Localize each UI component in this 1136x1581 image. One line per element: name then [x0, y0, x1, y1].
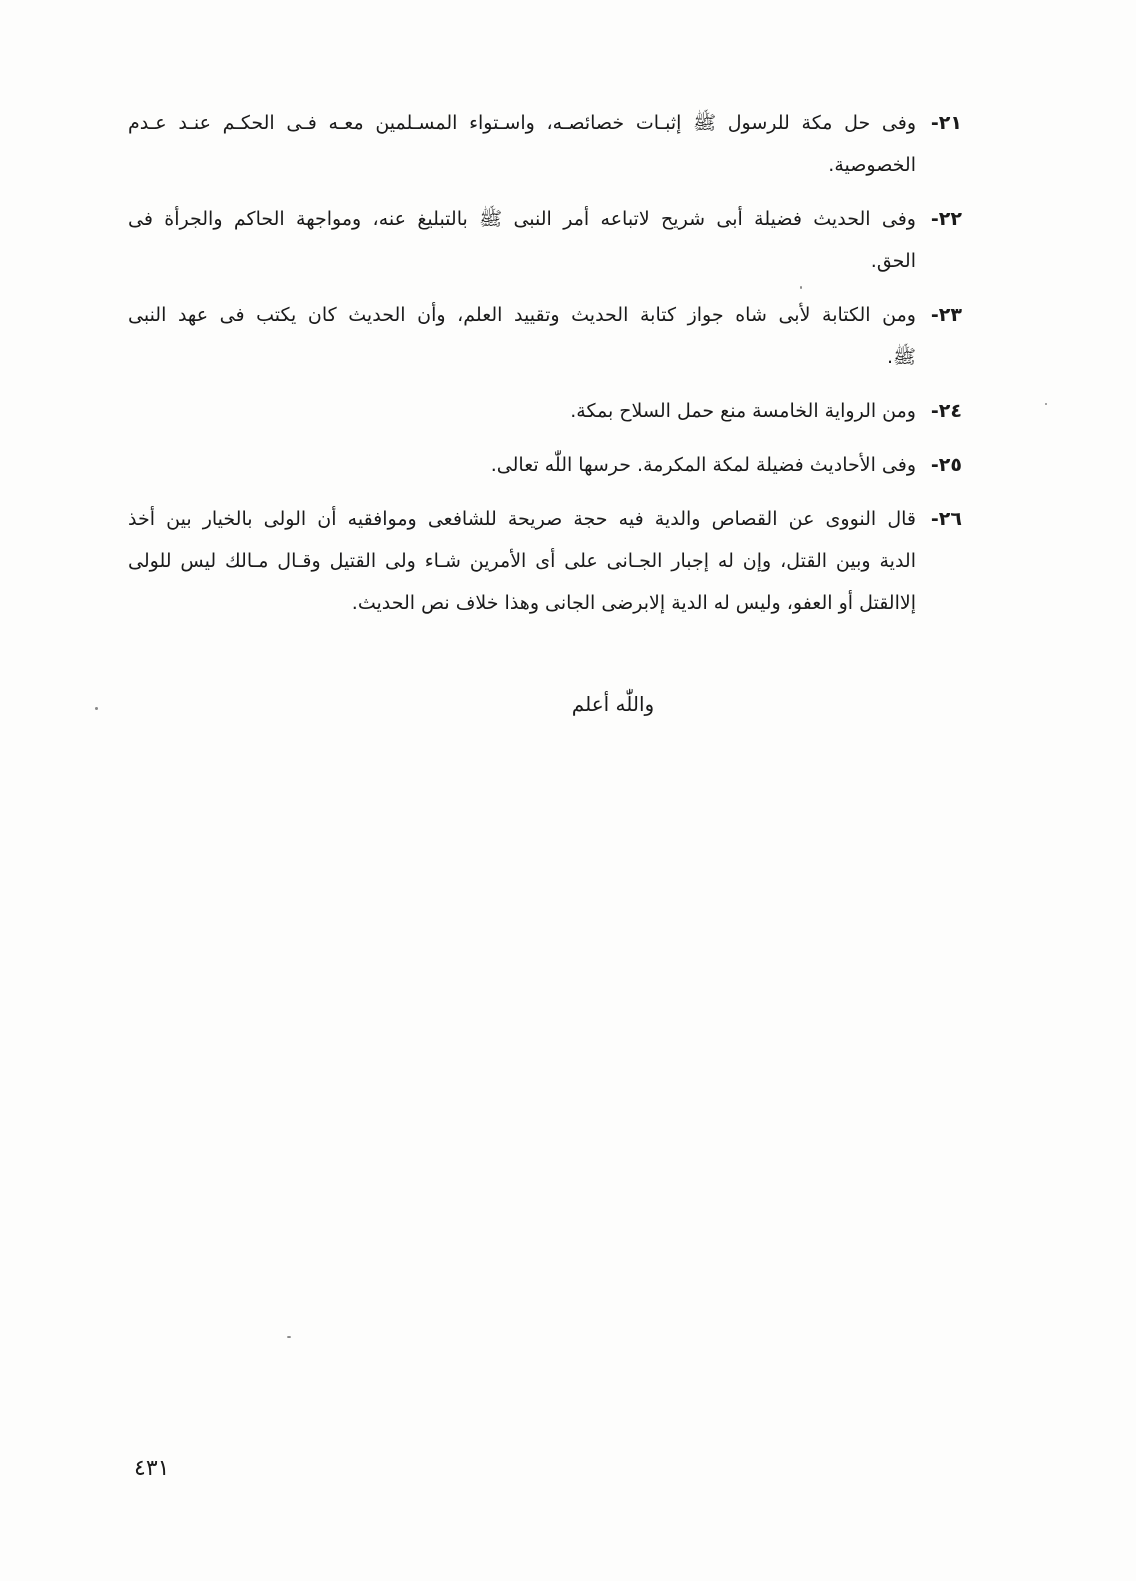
scan-speck	[95, 707, 98, 710]
page-number: ٤٣١	[134, 1456, 170, 1481]
list-item	[128, 390, 962, 432]
item-number: ٢٣-	[930, 304, 962, 326]
item-number: ٢٢-	[930, 208, 962, 230]
text-line: الحق.	[870, 250, 916, 272]
text-line: الدية وبين القتل، وإن له إجبار الجـانى على أى الأمرين شـاء ولى القتيل وقـال مـالك ليس للولى	[128, 550, 916, 572]
scan-speck	[287, 1336, 291, 1338]
item-number: ٢٦-	[930, 508, 962, 530]
closing-phrase: واللّٰه أعلم	[571, 692, 655, 716]
list-item	[128, 294, 962, 378]
list-item	[128, 498, 962, 624]
text-line: قال النووى عن القصاص والدية فيه حجة صريحة للشافعى وموافقيه أن الولى بالخيار بين أخذ	[128, 508, 916, 530]
text-line: وفى الحديث فضيلة أبى شريح لاتباعه أمر النبى ﷺ بالتبليغ عنه، ومواجهة الحاكم والجرأة فى	[128, 208, 916, 230]
item-text	[128, 294, 916, 378]
item-text	[128, 102, 916, 186]
text-line: وفى الأحاديث فضيلة لمكة المكرمة. حرسها اللّٰه تعالى.	[490, 454, 916, 476]
text-line: الخصوصية.	[828, 154, 916, 176]
numbered-list	[128, 102, 962, 636]
text-line: ﷺ.	[887, 346, 916, 368]
text-line: ومن الكتابة لأبى شاه جواز كتابة الحديث وتقييد العلم، وأن الحديث كان يكتب فى عهد النبى	[128, 304, 916, 326]
scan-speck	[800, 286, 802, 289]
item-number: ٢٥-	[930, 454, 962, 476]
text-line: إلاالقتل أو العفو، وليس له الدية إلابرضى الجانى وهذا خلاف نص الحديث.	[351, 592, 916, 614]
item-number: ٢١-	[930, 112, 962, 134]
list-item	[128, 444, 962, 486]
item-text	[128, 444, 916, 486]
text-line: وفى حل مكة للرسول ﷺ إثبـات خصائصـه، واسـتواء المسـلمين معـه فـى الحكـم عنـد عـدم	[128, 112, 916, 134]
list-item	[128, 102, 962, 186]
item-text	[128, 498, 916, 624]
text-line: ومن الرواية الخامسة منع حمل السلاح بمكة.	[570, 400, 916, 422]
item-text	[128, 390, 916, 432]
item-number: ٢٤-	[930, 400, 962, 422]
item-text	[128, 198, 916, 282]
scan-speck	[1045, 403, 1047, 405]
list-item	[128, 198, 962, 282]
